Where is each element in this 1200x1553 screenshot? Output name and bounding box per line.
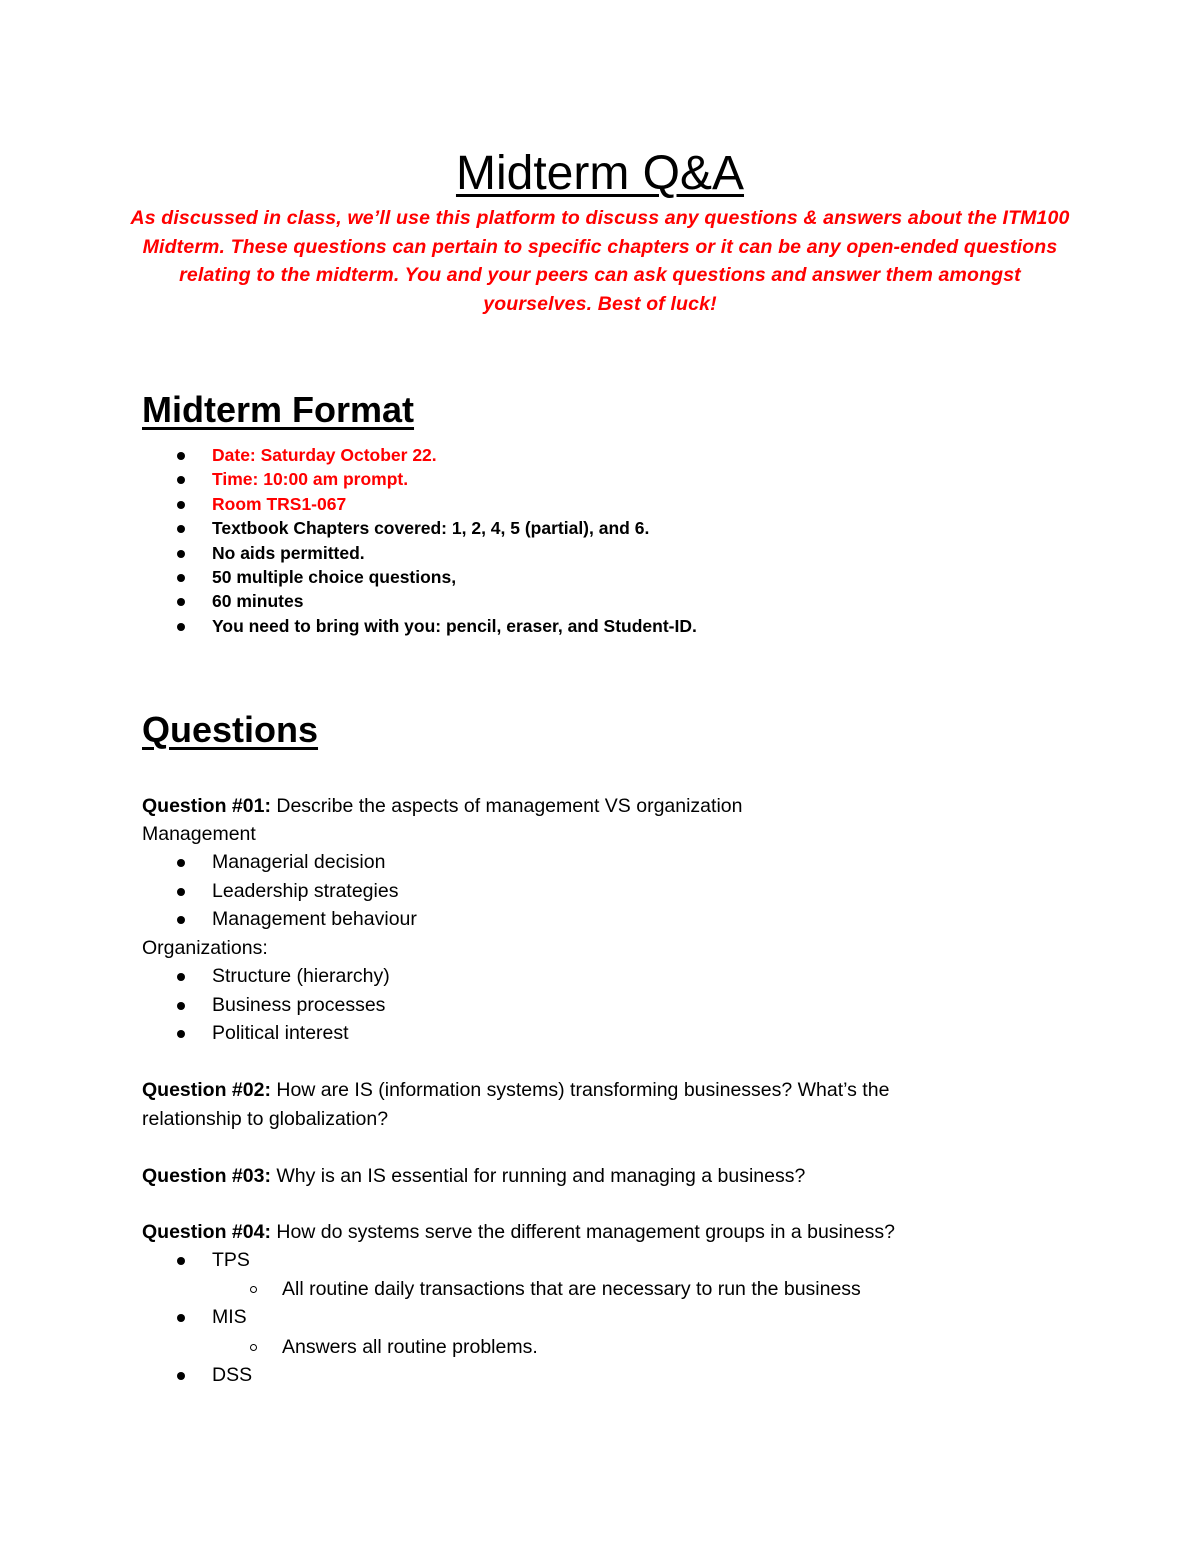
bullet-icon — [177, 1314, 185, 1322]
list-item: Textbook Chapters covered: 1, 2, 4, 5 (partial), and 6. — [142, 516, 697, 540]
bullet-icon — [177, 452, 185, 460]
midterm-format-list — [142, 443, 697, 638]
list-item: Structure (hierarchy) — [142, 962, 390, 991]
bullet-icon — [177, 1257, 185, 1265]
hollow-bullet-icon — [250, 1344, 257, 1351]
bullet-icon — [177, 623, 185, 631]
management-label: Management — [142, 823, 256, 845]
intro-paragraph: As discussed in class, we’ll use this platform to discuss any questions & answers about the ITM100 Midterm. These questions can pertain to specific chapters or it can be any open-ended questions relating to the midterm. You and your peers can ask questions and answer them amongst yourselves. Best of luck! — [130, 207, 1070, 315]
list-item: 50 multiple choice questions, — [142, 565, 697, 589]
question-02: Question #02: How are IS (information systems) transforming businesses? What’s the — [142, 1079, 890, 1101]
sub-list-item: All routine daily transactions that are necessary to run the business — [142, 1275, 861, 1304]
bullet-icon — [177, 916, 185, 924]
list-item: 60 minutes — [142, 589, 697, 613]
question-label: Question #02: — [142, 1079, 271, 1101]
management-list — [142, 848, 417, 934]
question-04: Question #04: How do systems serve the different management groups in a business? — [142, 1221, 895, 1243]
list-item: DSS — [142, 1361, 861, 1390]
list-item: Date: Saturday October 22. — [142, 443, 697, 467]
bullet-icon — [177, 973, 185, 981]
hollow-bullet-icon — [250, 1286, 257, 1293]
list-item: Management behaviour — [142, 905, 417, 934]
organizations-list — [142, 962, 390, 1048]
midterm-format-heading: Midterm Format — [142, 389, 415, 430]
list-item: TPS — [142, 1246, 861, 1275]
list-item: Managerial decision — [142, 848, 417, 877]
bullet-icon — [177, 859, 185, 867]
questions-heading: Questions — [142, 709, 319, 750]
list-item: Political interest — [142, 1019, 390, 1048]
question-03: Question #03: Why is an IS essential for running and managing a business? — [142, 1165, 806, 1187]
question-label: Question #04: — [142, 1221, 271, 1243]
list-item: No aids permitted. — [142, 541, 697, 565]
bullet-icon — [177, 476, 185, 484]
list-item: MIS — [142, 1303, 861, 1332]
question-label: Question #01: — [142, 795, 271, 817]
bullet-icon — [177, 574, 185, 582]
bullet-icon — [177, 501, 185, 509]
bullet-icon — [177, 598, 185, 606]
bullet-icon — [177, 550, 185, 558]
list-item: Leadership strategies — [142, 877, 417, 906]
list-item: Time: 10:00 am prompt. — [142, 467, 697, 491]
systems-list — [142, 1246, 861, 1390]
question-02-continued: relationship to globalization? — [142, 1108, 389, 1130]
document-title: Midterm Q&A — [455, 147, 745, 200]
organizations-label: Organizations: — [142, 937, 268, 959]
list-item: Room TRS1-067 — [142, 492, 697, 516]
list-item: You need to bring with you: pencil, eraser, and Student-ID. — [142, 614, 697, 638]
sub-list-item: Answers all routine problems. — [142, 1333, 861, 1362]
bullet-icon — [177, 1372, 185, 1380]
question-01: Question #01: Describe the aspects of management VS organization — [142, 795, 743, 817]
bullet-icon — [177, 1030, 185, 1038]
question-label: Question #03: — [142, 1165, 271, 1187]
bullet-icon — [177, 1002, 185, 1010]
list-item: Business processes — [142, 991, 390, 1020]
bullet-icon — [177, 525, 185, 533]
bullet-icon — [177, 888, 185, 896]
